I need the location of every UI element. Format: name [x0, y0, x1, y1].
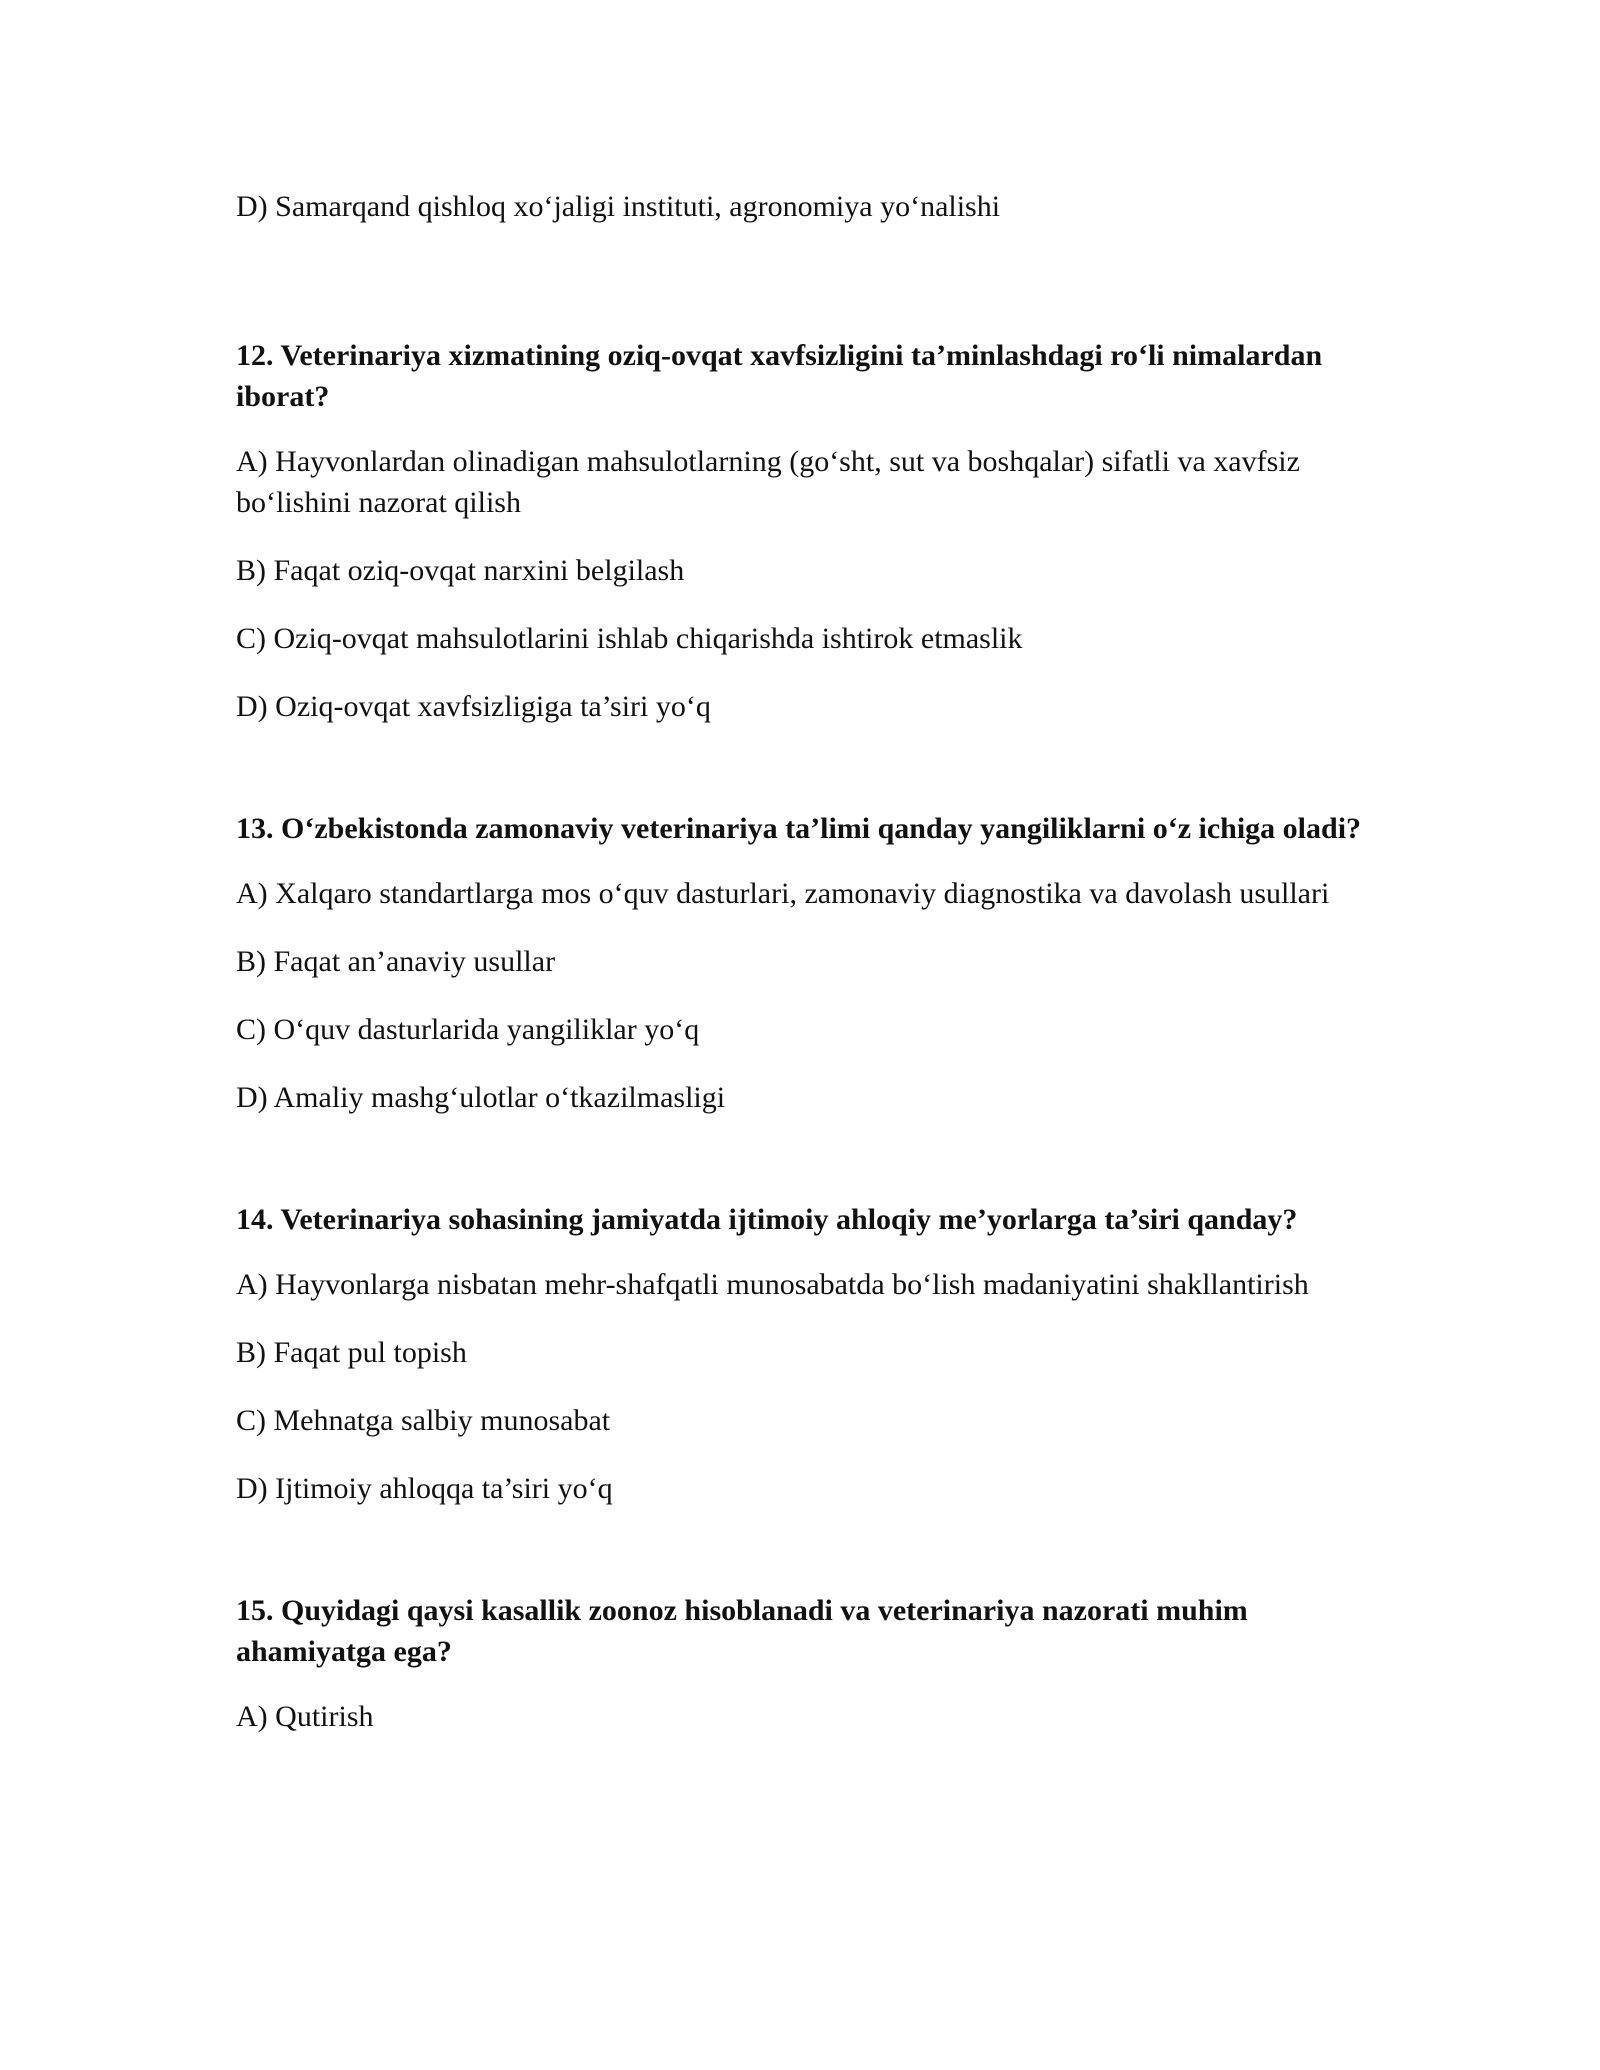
- answer-option: A) Hayvonlardan olinadigan mahsulotlarning (go‘sht, sut va boshqalar) sifatli va xavfsiz bo‘lishini nazorat qilish: [236, 445, 1300, 519]
- question-text: 13. O‘zbekistonda zamonaviy veterinariya ta’limi qanday yangiliklarni o‘z ichiga oladi?: [236, 812, 1362, 845]
- answer-option: C) O‘quv dasturlarida yangiliklar yo‘q: [236, 1013, 700, 1046]
- answer-option: B) Faqat an’anaviy usullar: [236, 945, 556, 978]
- answer-option: C) Mehnatga salbiy munosabat: [236, 1404, 611, 1437]
- answer-option: D) Samarqand qishloq xo‘jaligi instituti, agronomiya yo‘nalishi: [236, 190, 1001, 223]
- answer-option: D) Ijtimoiy ahloqqa ta’siri yo‘q: [236, 1472, 613, 1505]
- question-block-15: [236, 1590, 1386, 1737]
- answer-option: A) Hayvonlarga nisbatan mehr-shafqatli munosabatda bo‘lish madaniyatini shakllantirish: [236, 1268, 1309, 1301]
- answer-option: B) Faqat pul topish: [236, 1336, 467, 1369]
- answer-option: D) Amaliy mashg‘ulotlar o‘tkazilmasligi: [236, 1081, 726, 1114]
- question-block-13: [236, 808, 1386, 1118]
- quiz-content: [236, 186, 1386, 1764]
- answer-option: D) Oziq-ovqat xavfsizligiga ta’siri yo‘q: [236, 690, 711, 723]
- question-text: 15. Quyidagi qaysi kasallik zoonoz hisoblanadi va veterinariya nazorati muhim ahamiyatga ega?: [236, 1594, 1248, 1668]
- question-text: 12. Veterinariya xizmatining oziq-ovqat xavfsizligini ta’minlashdagi ro‘li nimalardan iborat?: [236, 339, 1323, 413]
- question-block-14: [236, 1199, 1386, 1509]
- question-block-12: [236, 335, 1386, 727]
- answer-option: C) Oziq-ovqat mahsulotlarini ishlab chiqarishda ishtirok etmaslik: [236, 622, 1023, 655]
- question-text: 14. Veterinariya sohasining jamiyatda ijtimoiy ahloqiy me’yorlarga ta’siri qanday?: [236, 1203, 1298, 1236]
- answer-option: B) Faqat oziq-ovqat narxini belgilash: [236, 554, 685, 587]
- answer-option: A) Xalqaro standartlarga mos o‘quv dasturlari, zamonaviy diagnostika va davolash usullari: [236, 877, 1330, 910]
- answer-option: A) Qutirish: [236, 1700, 374, 1733]
